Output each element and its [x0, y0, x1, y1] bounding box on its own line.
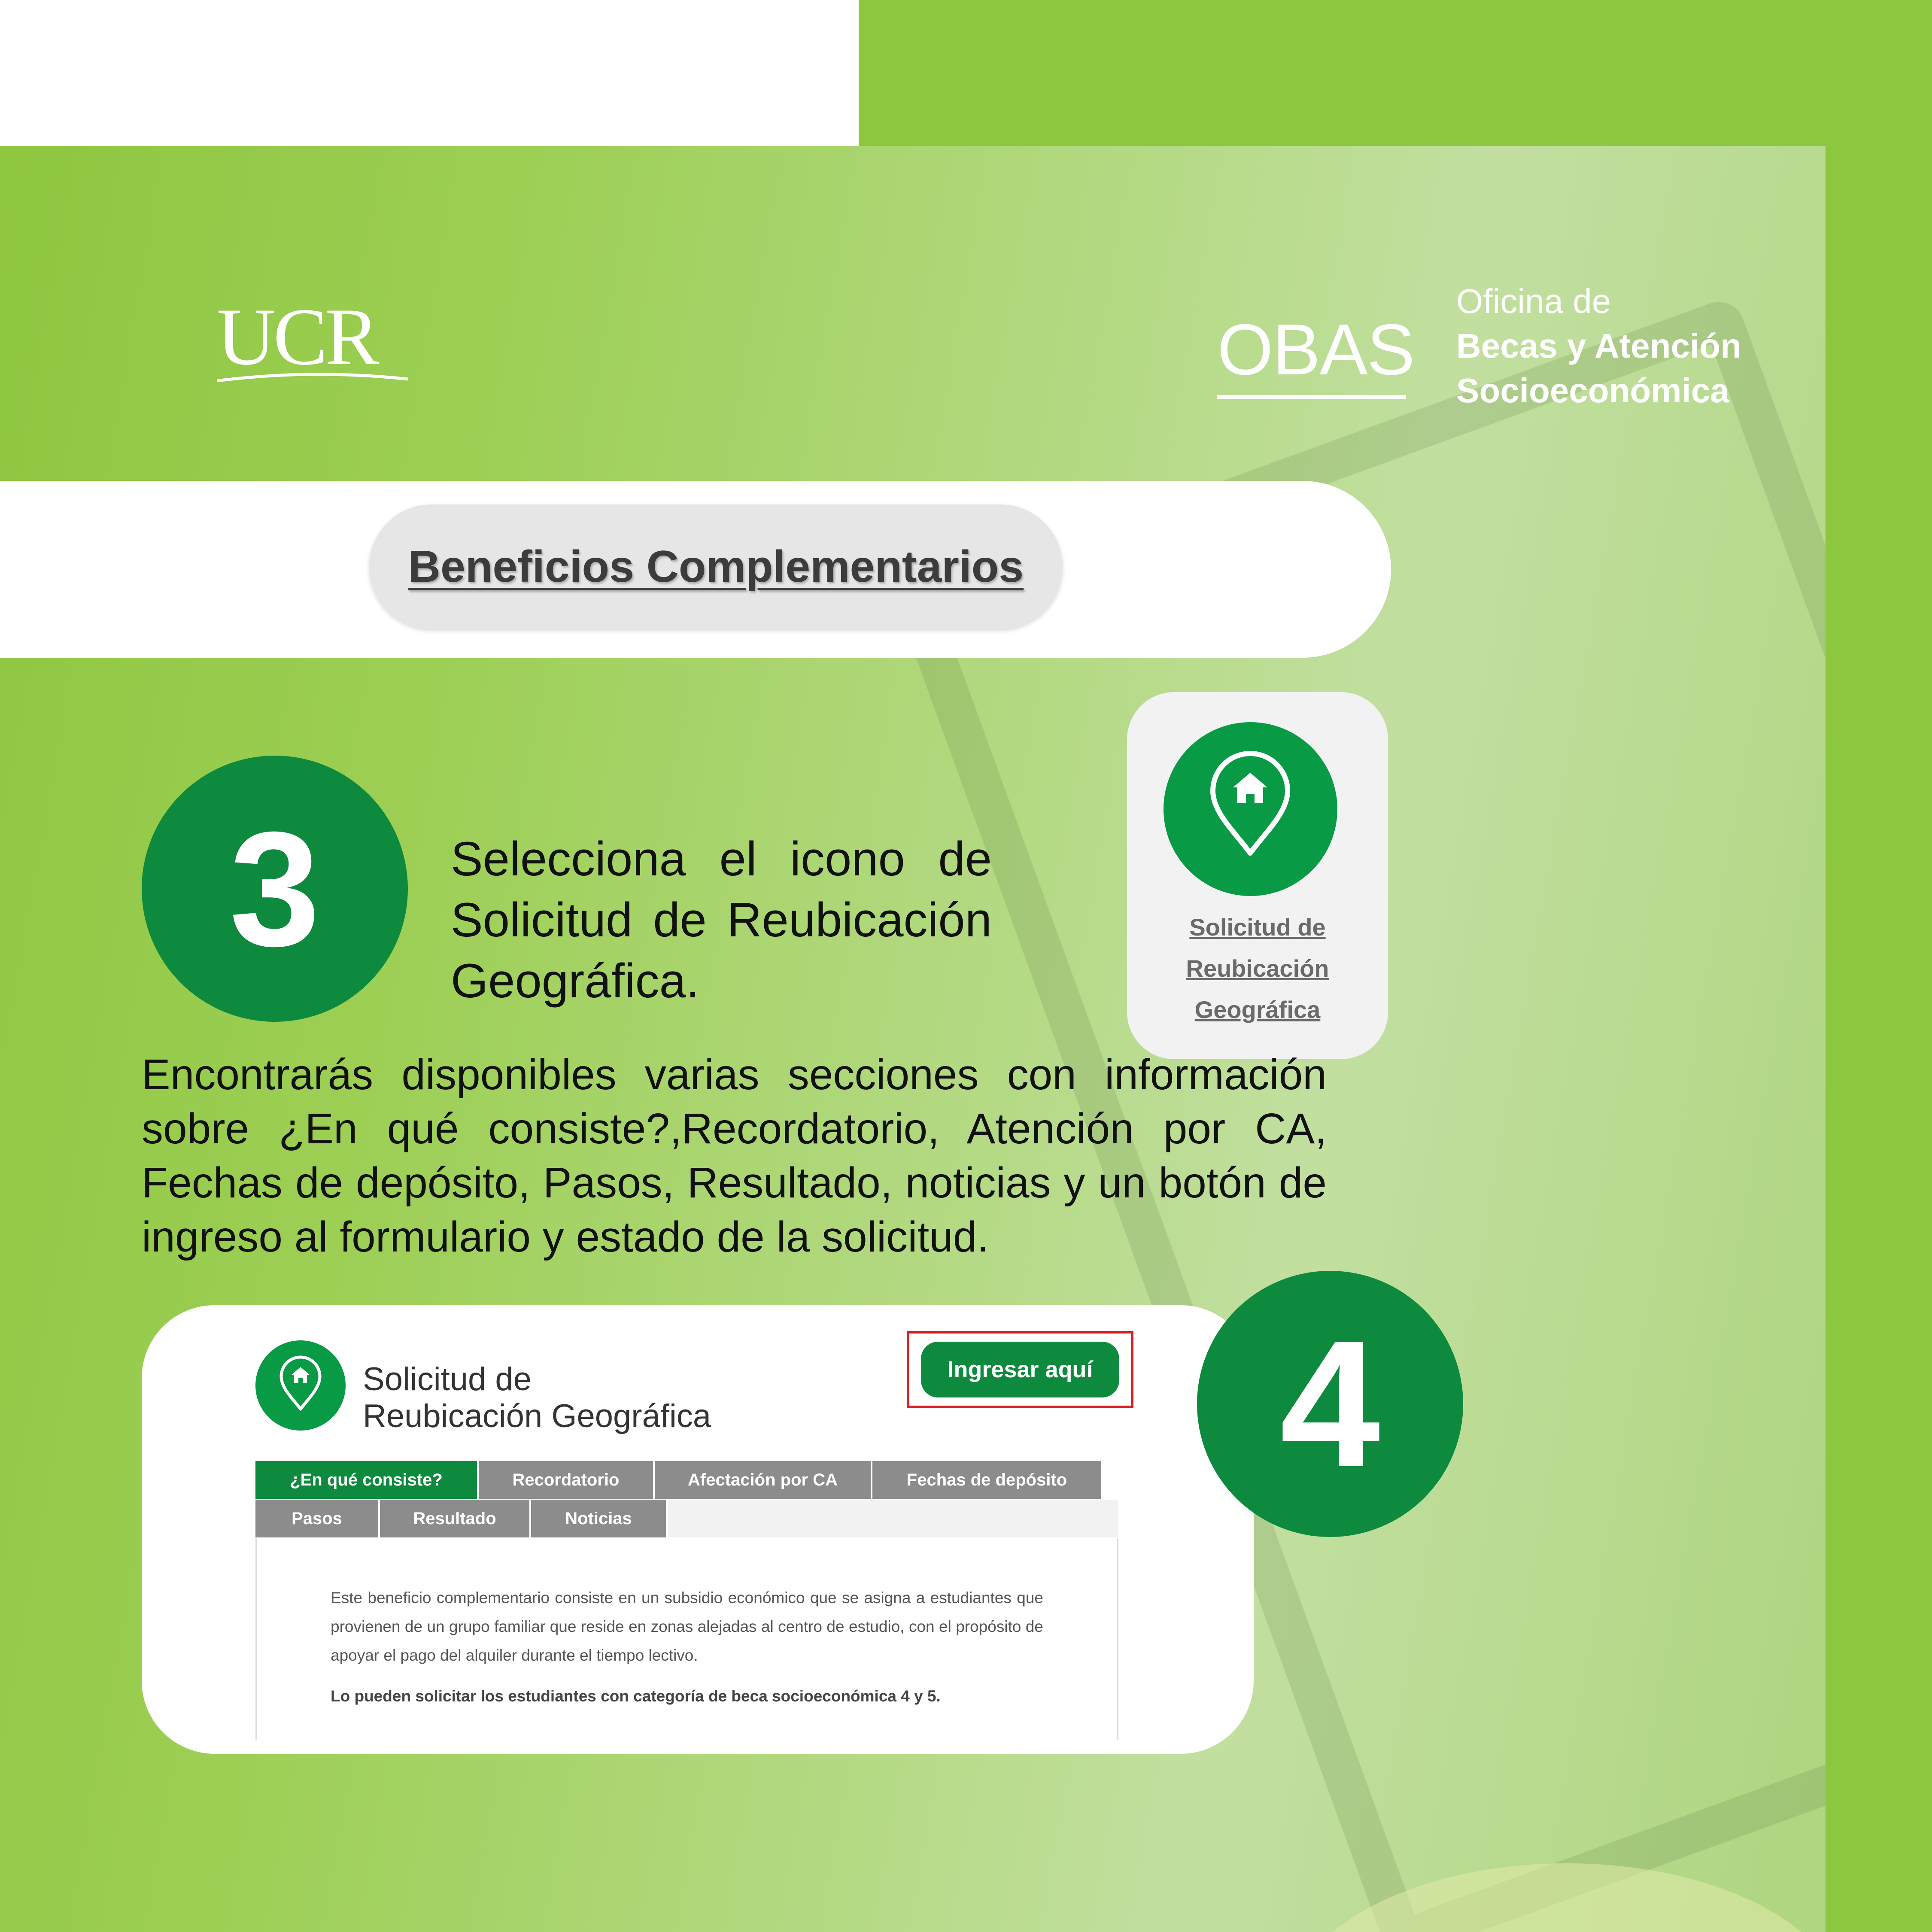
office-name-line1: Oficina de	[1456, 282, 1611, 320]
screenshot-title-line1: Solicitud de	[363, 1361, 532, 1397]
step-3-text: Selecciona el icono de Solicitud de Reubicación Geográfica.	[451, 832, 992, 1008]
icon-card-label[interactable]	[1127, 907, 1388, 1030]
right-green-band	[1826, 0, 1932, 1932]
tab-fechas-de-deposito[interactable]: Fechas de depósito	[872, 1461, 1101, 1499]
obas-logo-underline	[1217, 395, 1406, 399]
step-3-badge: 3	[142, 756, 408, 1022]
office-name-line3: Socioeconómica	[1456, 371, 1729, 410]
top-green-band	[859, 0, 1932, 146]
office-name-line2: Becas y Atención	[1456, 327, 1741, 365]
ucr-logo: UCR	[217, 292, 377, 382]
top-white-block	[0, 0, 859, 146]
office-name	[1456, 279, 1741, 413]
step-4-badge: 4	[1197, 1271, 1463, 1537]
tab-afectacion-por-ca[interactable]: Afectación por CA	[655, 1461, 872, 1499]
eligibility-note: Lo pueden solicitar los estudiantes con categoría de beca socioeconómica 4 y 5.	[331, 1687, 941, 1705]
obas-logo: OBAS	[1217, 309, 1414, 390]
tab-resultado[interactable]: Resultado	[380, 1500, 531, 1537]
screenshot-title-line2: Reubicación Geográfica	[363, 1398, 711, 1434]
tab-noticias[interactable]: Noticias	[531, 1500, 668, 1537]
screenshot-title	[363, 1361, 711, 1435]
icon-circle	[1163, 722, 1337, 896]
tab-pasos[interactable]: Pasos	[255, 1500, 380, 1537]
screenshot-logo	[255, 1340, 346, 1431]
reubicacion-icon-card[interactable]	[1127, 692, 1388, 1059]
tab-en-que-consiste[interactable]: ¿En qué consiste?	[255, 1461, 479, 1499]
benefit-description: Este beneficio complementario consiste en un subsidio económico que se asigna a estudiantes que provienen de un grupo familiar que reside en zonas alejadas al centro de estudio, con el propósito de apoyar el pago del alquiler durante el tiempo lectivo.	[331, 1589, 1043, 1664]
ucr-logo-swoosh	[217, 371, 408, 383]
info-paragraph: Encontrarás disponibles varias secciones con información sobre ¿En qué consiste?,Recordatorio, Atención por CA, Fechas de depósito, Pasos, Resultado, noticias y un botón de ingreso al formulario y estado de la solicitud.	[142, 1051, 1327, 1261]
icon-card-label-line2: Reubicación	[1186, 955, 1329, 982]
icon-card-label-line3: Geográfica	[1194, 996, 1321, 1023]
home-pin-icon	[255, 1340, 346, 1431]
ingresar-aqui-button[interactable]: Ingresar aquí	[921, 1342, 1119, 1397]
tab-bar-filler	[668, 1500, 1118, 1537]
banner-title-link[interactable]: Beneficios Complementarios	[408, 541, 1024, 592]
home-pin-icon	[1163, 722, 1337, 896]
icon-card-label-line1: Solicitud de	[1189, 914, 1326, 941]
tab-recordatorio[interactable]: Recordatorio	[479, 1461, 655, 1499]
